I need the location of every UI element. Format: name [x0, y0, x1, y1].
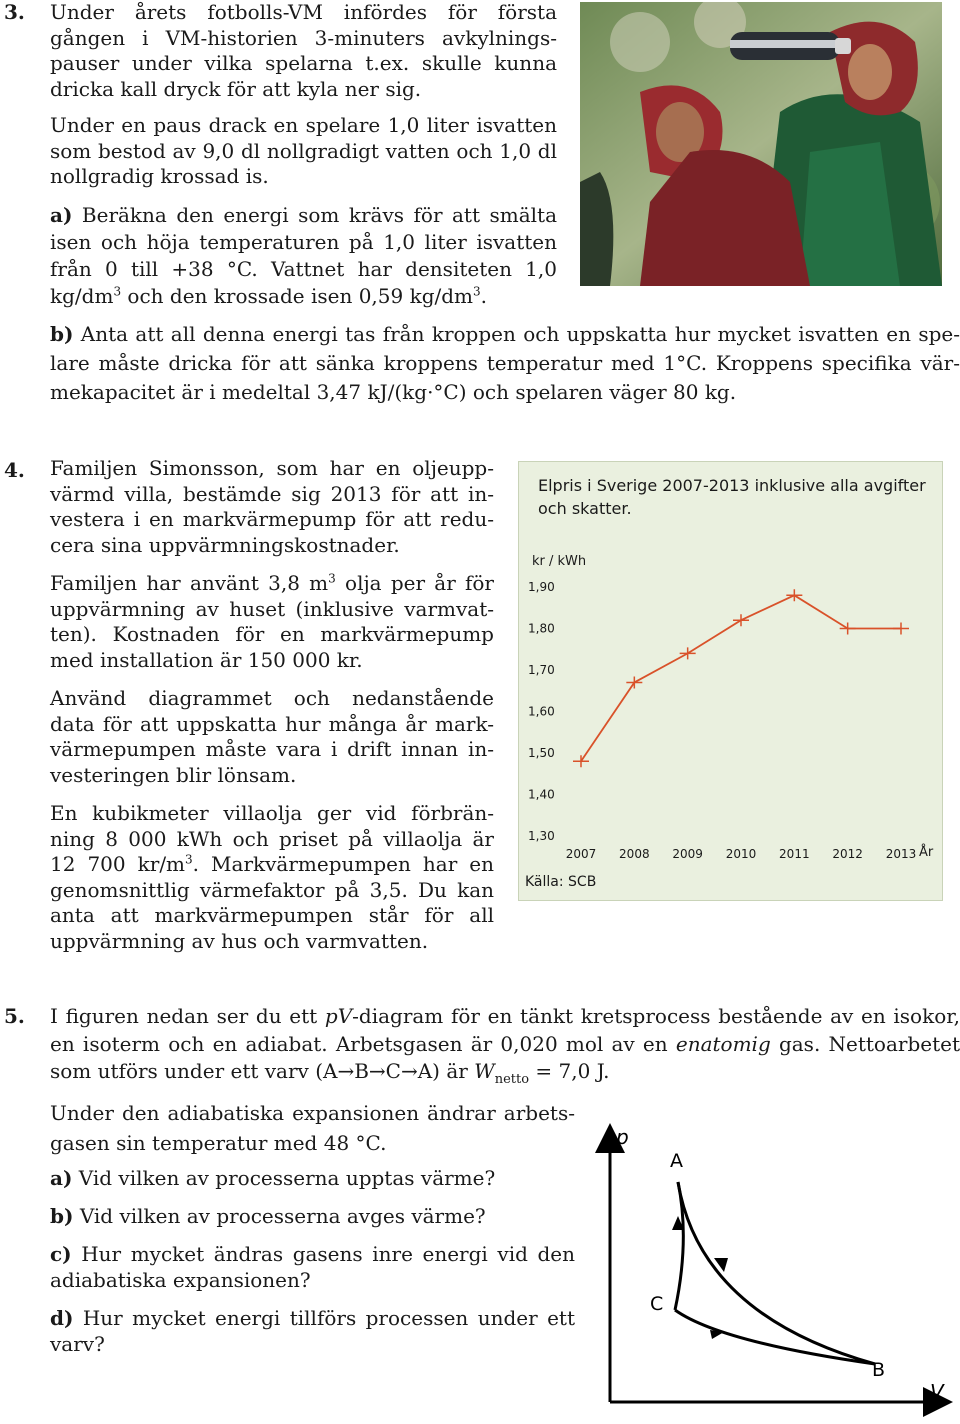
part-label: a) [50, 1166, 73, 1190]
para-text: Familjen har använt 3,8 m [50, 571, 329, 595]
chart-y-label: kr / kWh [532, 554, 587, 569]
superscript: 3 [328, 571, 336, 586]
chart-source: Källa: SCB [525, 874, 597, 890]
part-label: b) [50, 1204, 74, 1228]
y-tick-label: 1,50 [528, 746, 555, 760]
q5-paragraph: Under den adiabatiska expansionen ändrar arbets- gasen sin temperatur med 48 °C. [50, 1101, 575, 1155]
q5-part-a [50, 1166, 575, 1192]
part-label: c) [50, 1242, 72, 1266]
question-number: 5. [4, 1004, 25, 1028]
para-text: . Markvärmepumpen har en genomsnittlig värmefaktor på 3,5. Du kan anta att markvärmepumpen står för all uppvärmning av hus och varmvatten. [50, 852, 494, 953]
part-text: Vid vilken av processerna avges värme? [79, 1204, 486, 1228]
w-symbol: W [474, 1059, 495, 1083]
isotherm-curve [678, 1182, 875, 1364]
chart-title-line2: och skatter. [538, 499, 632, 518]
point-label-b: B [872, 1359, 886, 1381]
point-label-a: A [670, 1150, 683, 1172]
para-text: I figuren nedan ser du ett [50, 1004, 325, 1028]
y-tick-label: 1,30 [528, 829, 555, 843]
data-point-marker [626, 676, 642, 688]
emphasis: enatomig [675, 1031, 771, 1056]
football-players-photo [580, 2, 942, 286]
part-text: Hur mycket ändras gasens inre energi vid den adiabatiska expansionen? [50, 1242, 576, 1292]
superscript: 3 [473, 284, 481, 299]
q5-part-d [50, 1306, 575, 1357]
chart-canvas [519, 462, 942, 900]
electricity-price-chart [518, 461, 943, 901]
x-tick-label: 2009 [672, 847, 703, 861]
superscript: 3 [185, 852, 193, 867]
para-text: olja per år för uppvärmning av huset (inklusive varmvat- ten). Kostnaden för en markvärmepump med installation är 150 000 kr. [50, 571, 494, 672]
part-text: Anta att all denna energi tas från kroppen och uppskatta hur mycket isvatten en spe- lare måste dricka för att sänka kroppens temperatur med 1°C. Kroppens specifika vär- mekapacitet är i medeltal 3,47 kJ/(kg·°C) och spelaren väger 80 kg. [50, 322, 960, 404]
q5-intro [50, 1003, 960, 1086]
part-text: Beräkna den energi som krävs för att smälta isen och höja temperaturen på 1,0 liter isvatten från 0 till +38 °C. Vattnet har densiteten 1,0 kg/dm [50, 203, 557, 308]
y-tick-label: 1,40 [528, 787, 555, 802]
point-label-c: C [650, 1293, 664, 1315]
question-number: 3. [4, 0, 25, 24]
q4-paragraph [50, 571, 494, 673]
p-axis-label: p [616, 1125, 629, 1149]
part-text: Hur mycket energi tillförs processen under ett varv? [50, 1306, 575, 1356]
para-text: = 7,0 J. [529, 1059, 610, 1083]
para-text: En kubikmeter villaolja ger vid förbrän- ning 8 000 kWh och priset på villaolja är 12 700 kr/m [50, 801, 494, 876]
v-axis-label: V [930, 1380, 944, 1404]
y-tick-label: 1,70 [528, 663, 555, 677]
part-label: a) [50, 203, 73, 227]
y-tick-label: 1,90 [528, 580, 555, 594]
x-tick-label: 2011 [779, 847, 810, 861]
question-number: 4. [4, 458, 25, 482]
q3-intro: Under årets fotbolls-VM infördes för första gången i VM-historien 3-minuters avkylnings- pauser under vilka spelarna t.ex. skulle kunna dricka kall dryck för att kyla ner sig. [50, 0, 557, 101]
part-text: . [480, 284, 488, 308]
x-tick-label: 2013 [885, 847, 917, 861]
q3-paragraph: Under en paus drack en spelare 1,0 liter isvatten som bestod av 9,0 dl nollgradigt vatten och 1,0 dl nollgradig krossad is. [50, 113, 557, 188]
x-tick-label: 2007 [565, 847, 597, 861]
chart-x-label: År [919, 845, 934, 860]
superscript: 3 [113, 284, 122, 299]
part-text: och den krossade isen 0,59 kg/dm [121, 284, 474, 308]
q3-part-a [50, 202, 557, 310]
q3-part-b [50, 320, 960, 407]
part-label: d) [50, 1306, 74, 1330]
pv-diagram-canvas [590, 1120, 960, 1420]
x-tick-label: 2012 [832, 847, 863, 861]
pv-diagram [590, 1120, 960, 1420]
part-text: Vid vilken av processerna upptas värme? [78, 1166, 496, 1190]
para-text: -diagram för en tänkt kretsprocess bestående av en isokor, en isoterm och en adiabat. Arbetsgasen är 0,020 mol av en [50, 1004, 960, 1056]
q5-part-c [50, 1242, 575, 1293]
x-tick-label: 2010 [725, 847, 757, 861]
y-tick-label: 1,80 [528, 621, 555, 636]
q4-paragraph: Använd diagrammet och nedanstående data för att uppskatta hur många år mark- värmepumpen måste vara i drift innan in- vesteringen blir lönsam. [50, 686, 494, 787]
q5-part-b [50, 1204, 575, 1230]
q4-paragraph [50, 801, 494, 954]
data-point-marker [893, 623, 909, 635]
q4-paragraph: Familjen Simonsson, som har en oljeupp- värmd villa, bestämde sig 2013 för att in- vestera i en markvärmepump för att redu- cera sina uppvärmningskostnader. [50, 456, 494, 557]
data-point-marker [573, 755, 589, 767]
para-text: gas. Nettoarbetet som utförs under ett varv (A→B→C→A) är [50, 1031, 960, 1083]
subscript: netto [494, 1072, 530, 1087]
x-tick-label: 2008 [619, 847, 650, 861]
y-tick-label: 1,60 [528, 704, 555, 719]
part-label: b) [50, 322, 74, 346]
pv-symbol: pV [324, 1004, 353, 1028]
isochor-line [675, 1182, 683, 1310]
chart-title-line1: Elpris i Sverige 2007-2013 inklusive alla avgifter [538, 476, 926, 495]
